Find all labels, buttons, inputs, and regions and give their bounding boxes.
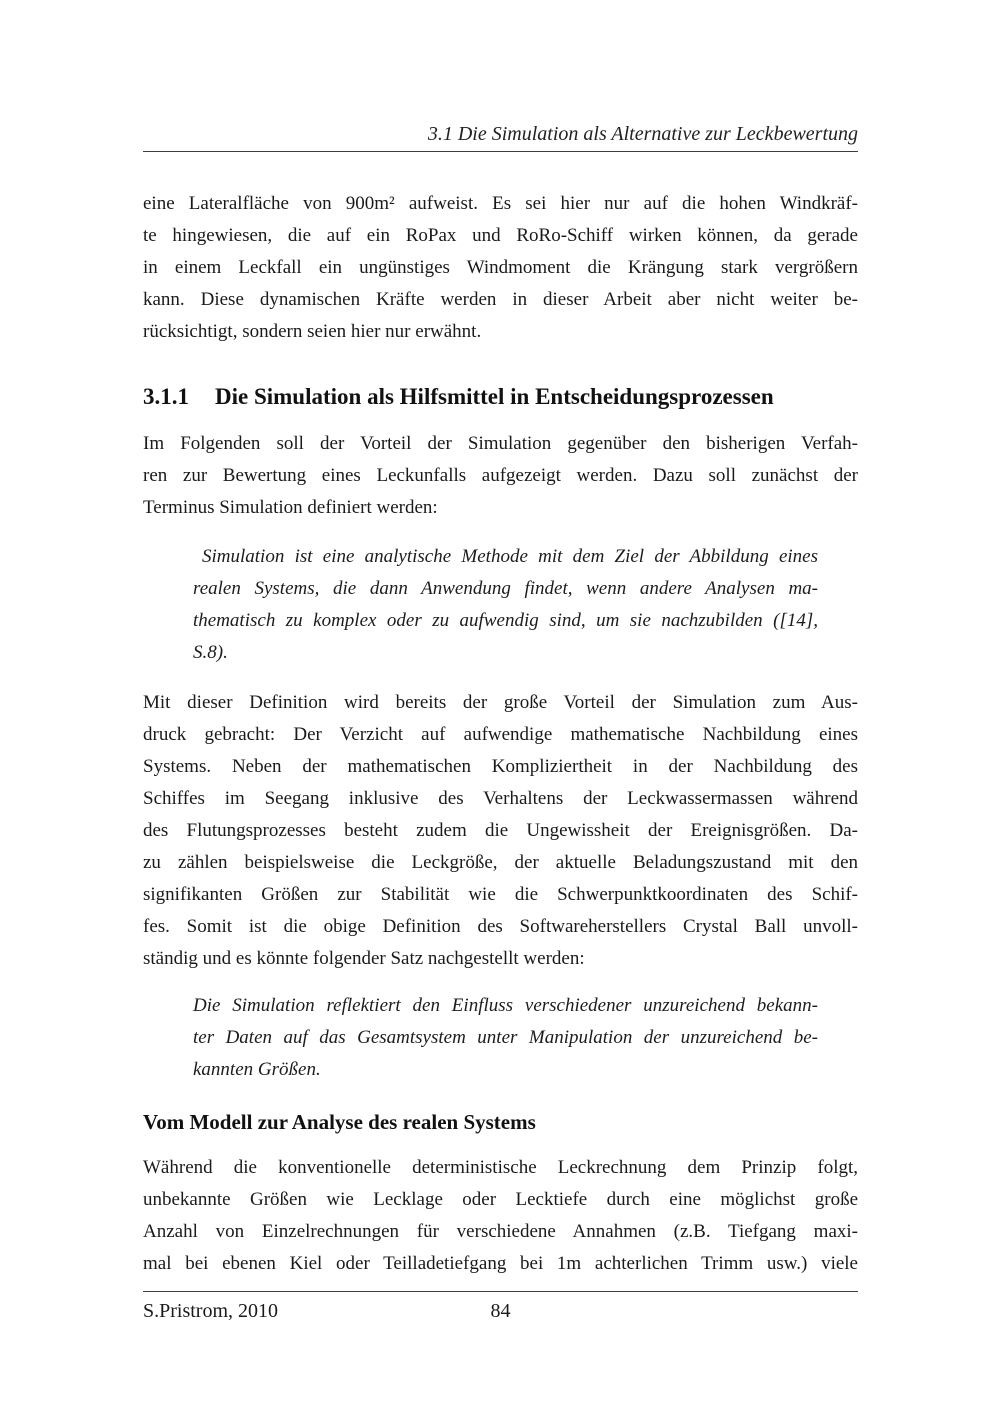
text-line: Anzahl von Einzelrechnungen für verschiedene Annahmen (z.B. Tiefgang maxi-	[143, 1221, 858, 1242]
section-title: Die Simulation als Hilfsmittel in Entscheidungsprozessen	[215, 384, 774, 409]
running-header	[143, 122, 858, 152]
text-line: Mit dieser Definition wird bereits der große Vorteil der Simulation zum Aus-	[143, 692, 858, 713]
paragraph-windkraefte	[143, 188, 858, 348]
running-header-title: 3.1 Die Simulation als Alternative zur Leckbewertung	[427, 123, 858, 145]
text-line: kann. Diese dynamischen Kräfte werden in dieser Arbeit aber nicht weiter be-	[143, 289, 858, 310]
page-footer	[143, 1291, 858, 1324]
text-line: Systems. Neben der mathematischen Kompliziertheit in der Nachbildung des	[143, 756, 858, 777]
text-line: Die Simulation reflektiert den Einfluss verschiedener unzureichend bekann-	[193, 995, 818, 1016]
section-number: 3.1.1	[143, 384, 189, 409]
text-block	[143, 0, 858, 1324]
text-line: zu zählen beispielsweise die Leckgröße, der aktuelle Beladungszustand mit den	[143, 852, 858, 873]
paragraph-definition-vorteil	[143, 687, 858, 975]
page-number: 84	[490, 1300, 511, 1322]
section-heading	[143, 382, 858, 412]
text-line: Terminus Simulation definiert werden:	[143, 497, 438, 518]
text-line: S.8).	[193, 642, 228, 663]
text-line: signifikanten Größen zur Stabilität wie die Schwerpunktkoordinaten des Schif-	[143, 884, 858, 905]
text-line: ren zur Bewertung eines Leckunfalls aufgezeigt werden. Dazu soll zunächst der	[143, 465, 858, 486]
text-line: des Flutungsprozesses besteht zudem die Ungewissheit der Ereignisgrößen. Da-	[143, 820, 858, 841]
text-line: fes. Somit ist die obige Definition des Softwareherstellers Crystal Ball unvoll-	[143, 916, 858, 937]
paragraph-im-folgenden	[143, 428, 858, 524]
text-line: Schiffes im Seegang inklusive des Verhaltens der Leckwassermassen während	[143, 788, 858, 809]
text-line: druck gebracht: Der Verzicht auf aufwendige mathematische Nachbildung eines	[143, 724, 858, 745]
text-line: realen Systems, die dann Anwendung findet, wenn andere Analysen ma-	[193, 578, 818, 599]
text-line: thematisch zu komplex oder zu aufwendig sind, um sie nachzubilden ([14],	[193, 610, 818, 631]
subsection-heading: Vom Modell zur Analyse des realen Systems	[143, 1110, 536, 1134]
text-line: eine Lateralfläche von 900m² aufweist. Es sei hier nur auf die hohen Windkräf-	[143, 193, 858, 214]
text-line: ter Daten auf das Gesamtsystem unter Manipulation der unzureichend be-	[193, 1027, 818, 1048]
paragraph-leckrechnung	[143, 1152, 858, 1280]
footer-author: S.Pristrom, 2010	[143, 1300, 279, 1322]
text-line: Simulation ist eine analytische Methode mit dem Ziel der Abbildung eines	[202, 546, 818, 567]
text-line: Während die konventionelle deterministische Leckrechnung dem Prinzip folgt,	[143, 1157, 858, 1178]
text-line: ständig und es könnte folgender Satz nachgestellt werden:	[143, 948, 585, 969]
text-line: in einem Leckfall ein ungünstiges Windmoment die Krängung stark vergrößern	[143, 257, 858, 278]
text-line: te hingewiesen, die auf ein RoPax und RoRo-Schiff wirken können, da gerade	[143, 225, 858, 246]
text-line: kannten Größen.	[193, 1059, 321, 1080]
text-line: unbekannte Größen wie Lecklage oder Lecktiefe durch eine möglichst große	[143, 1189, 858, 1210]
blockquote-simulation-reflektiert	[193, 990, 818, 1086]
text-line: mal bei ebenen Kiel oder Teilladetiefgang bei 1m achterlichen Trimm usw.) viele	[143, 1253, 858, 1274]
text-line: Im Folgenden soll der Vorteil der Simulation gegenüber den bisherigen Verfah-	[143, 433, 858, 454]
blockquote-simulation-definition	[193, 541, 818, 669]
text-line: rücksichtigt, sondern seien hier nur erwähnt.	[143, 321, 482, 342]
